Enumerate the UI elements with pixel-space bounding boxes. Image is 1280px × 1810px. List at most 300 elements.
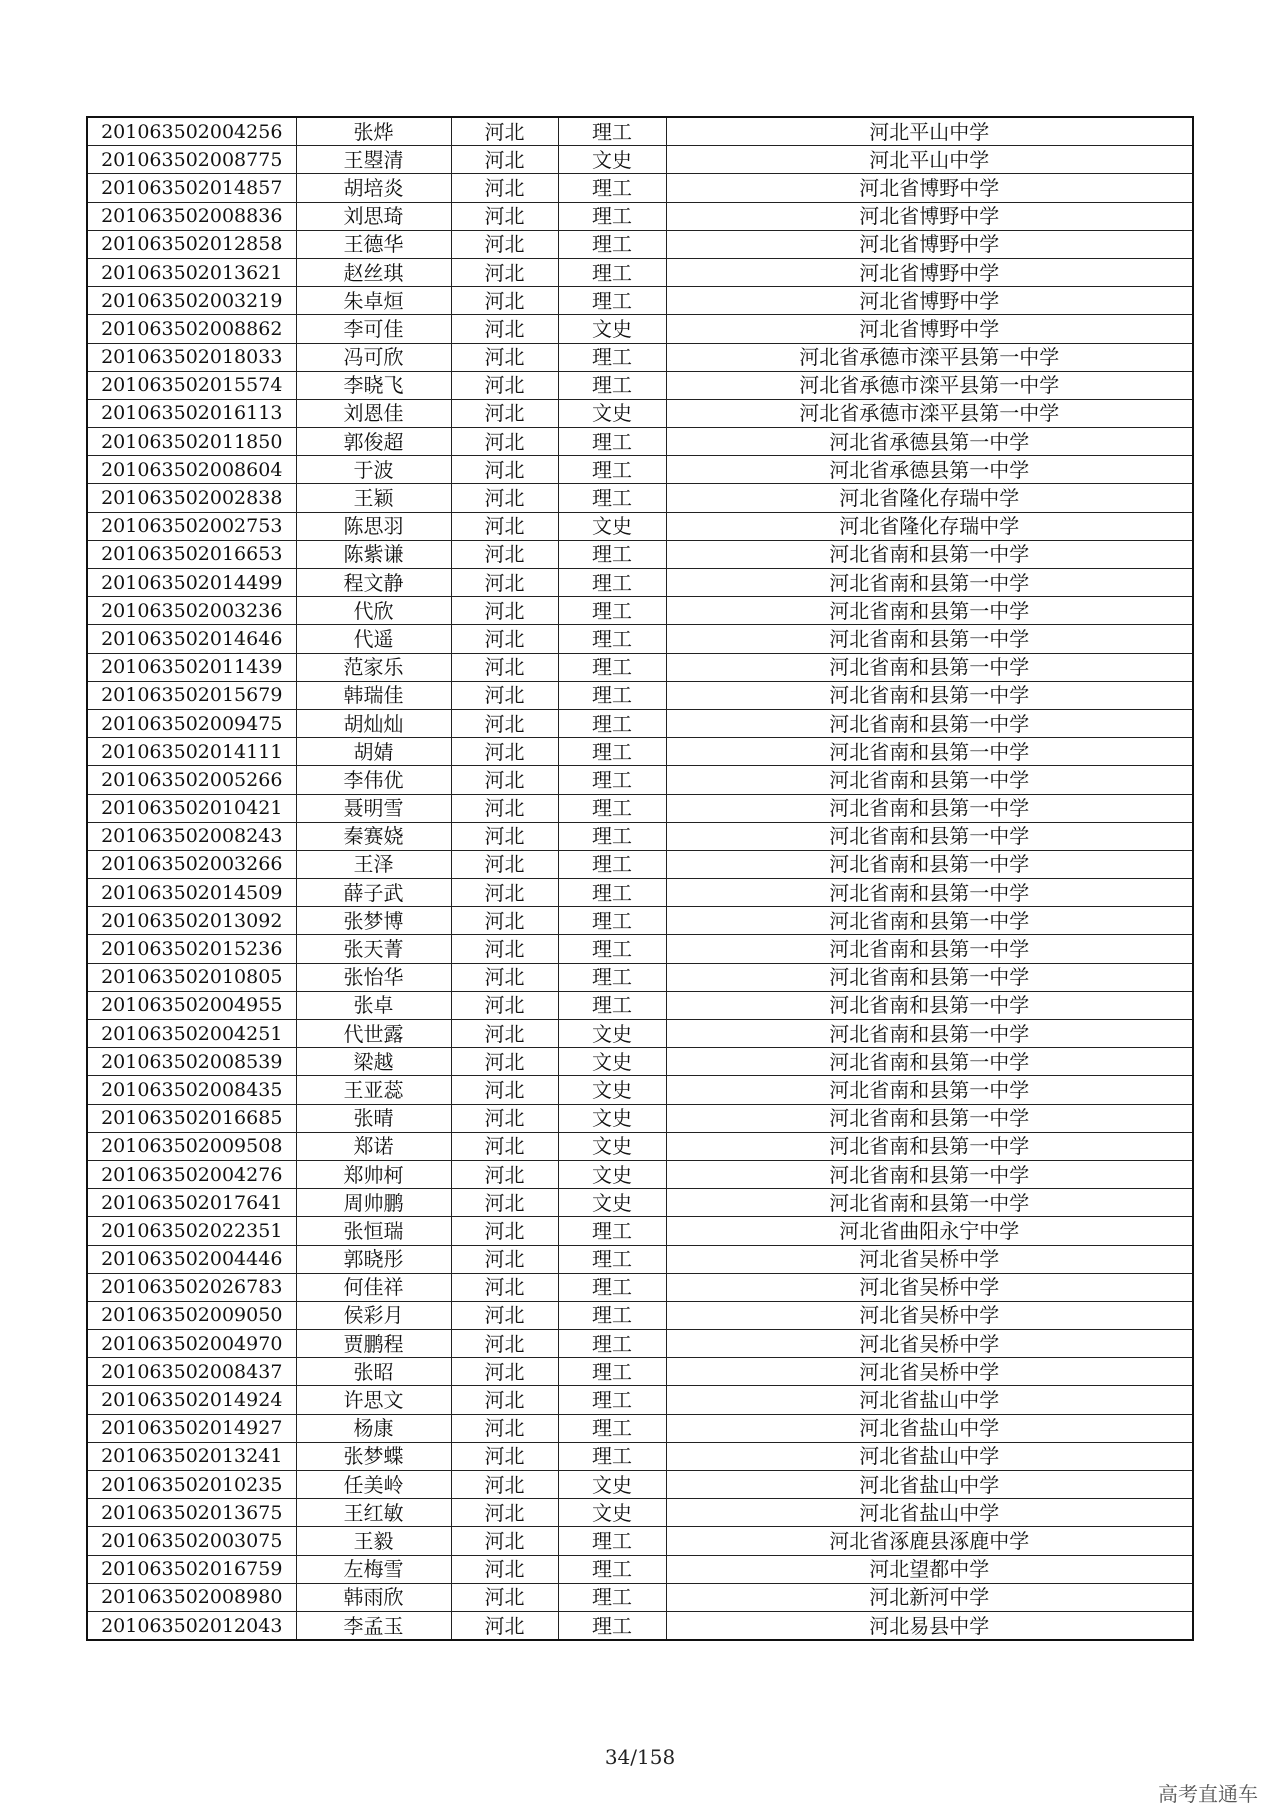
cell-exam-id: 201063502013675 [87, 1499, 296, 1527]
table-row [87, 907, 1193, 935]
table-row [87, 1358, 1193, 1386]
cell-exam-id: 201063502008243 [87, 822, 296, 850]
cell-name: 李晓飞 [296, 371, 451, 399]
cell-category: 文史 [558, 1499, 666, 1527]
cell-exam-id: 201063502026783 [87, 1273, 296, 1301]
cell-category: 理工 [558, 230, 666, 258]
cell-category: 理工 [558, 1583, 666, 1611]
watermark: 高考直通车 [1158, 1782, 1258, 1806]
cell-exam-id: 201063502008604 [87, 456, 296, 484]
cell-province: 河北 [451, 258, 558, 286]
cell-name: 王毅 [296, 1527, 451, 1555]
cell-exam-id: 201063502002838 [87, 484, 296, 512]
cell-province: 河北 [451, 709, 558, 737]
cell-province: 河北 [451, 794, 558, 822]
cell-province: 河北 [451, 1132, 558, 1160]
cell-province: 河北 [451, 1301, 558, 1329]
cell-province: 河北 [451, 146, 558, 174]
cell-name: 任美岭 [296, 1471, 451, 1499]
data-table [86, 116, 1194, 1641]
cell-category: 理工 [558, 258, 666, 286]
table-row [87, 512, 1193, 540]
cell-category: 理工 [558, 1386, 666, 1414]
cell-name: 胡培炎 [296, 174, 451, 202]
cell-province: 河北 [451, 315, 558, 343]
cell-category: 理工 [558, 569, 666, 597]
cell-province: 河北 [451, 597, 558, 625]
cell-category: 理工 [558, 1414, 666, 1442]
table-row [87, 174, 1193, 202]
cell-exam-id: 201063502015236 [87, 935, 296, 963]
cell-name: 范家乐 [296, 653, 451, 681]
cell-exam-id: 201063502008862 [87, 315, 296, 343]
cell-exam-id: 201063502008980 [87, 1583, 296, 1611]
table-row [87, 1104, 1193, 1132]
cell-name: 秦赛娆 [296, 822, 451, 850]
cell-province: 河北 [451, 230, 558, 258]
cell-exam-id: 201063502016113 [87, 399, 296, 427]
cell-school: 河北省南和县第一中学 [666, 569, 1193, 597]
cell-name: 张梦博 [296, 907, 451, 935]
cell-province: 河北 [451, 653, 558, 681]
table-row [87, 1611, 1193, 1640]
cell-exam-id: 201063502002753 [87, 512, 296, 540]
cell-province: 河北 [451, 1555, 558, 1583]
cell-category: 理工 [558, 1358, 666, 1386]
cell-name: 刘思琦 [296, 202, 451, 230]
cell-exam-id: 201063502018033 [87, 343, 296, 371]
cell-school: 河北省承德市滦平县第一中学 [666, 371, 1193, 399]
cell-name: 赵丝琪 [296, 258, 451, 286]
cell-province: 河北 [451, 1048, 558, 1076]
cell-school: 河北省涿鹿县涿鹿中学 [666, 1527, 1193, 1555]
cell-exam-id: 201063502003266 [87, 850, 296, 878]
cell-school: 河北省承德县第一中学 [666, 456, 1193, 484]
cell-category: 理工 [558, 907, 666, 935]
cell-category: 文史 [558, 1104, 666, 1132]
cell-exam-id: 201063502016653 [87, 540, 296, 568]
cell-province: 河北 [451, 1358, 558, 1386]
cell-school: 河北省南和县第一中学 [666, 709, 1193, 737]
cell-name: 陈紫谦 [296, 540, 451, 568]
cell-name: 郭俊超 [296, 428, 451, 456]
cell-province: 河北 [451, 625, 558, 653]
cell-exam-id: 201063502014924 [87, 1386, 296, 1414]
cell-category: 理工 [558, 371, 666, 399]
cell-name: 周帅鹏 [296, 1189, 451, 1217]
cell-category: 理工 [558, 1442, 666, 1470]
table-row [87, 879, 1193, 907]
cell-province: 河北 [451, 569, 558, 597]
cell-name: 王亚蕊 [296, 1076, 451, 1104]
cell-exam-id: 201063502022351 [87, 1217, 296, 1245]
cell-exam-id: 201063502008836 [87, 202, 296, 230]
cell-name: 冯可欣 [296, 343, 451, 371]
cell-province: 河北 [451, 202, 558, 230]
cell-province: 河北 [451, 991, 558, 1019]
cell-school: 河北省南和县第一中学 [666, 1104, 1193, 1132]
cell-exam-id: 201063502014927 [87, 1414, 296, 1442]
cell-category: 文史 [558, 512, 666, 540]
cell-name: 李可佳 [296, 315, 451, 343]
cell-school: 河北省吴桥中学 [666, 1330, 1193, 1358]
cell-province: 河北 [451, 456, 558, 484]
table-row [87, 428, 1193, 456]
cell-province: 河北 [451, 512, 558, 540]
cell-school: 河北省南和县第一中学 [666, 822, 1193, 850]
cell-category: 文史 [558, 1189, 666, 1217]
cell-school: 河北省盐山中学 [666, 1414, 1193, 1442]
cell-province: 河北 [451, 1527, 558, 1555]
cell-school: 河北省隆化存瑞中学 [666, 484, 1193, 512]
page-number: 34/158 [604, 1745, 676, 1769]
cell-school: 河北省曲阳永宁中学 [666, 1217, 1193, 1245]
cell-category: 理工 [558, 343, 666, 371]
cell-category: 理工 [558, 174, 666, 202]
cell-school: 河北省盐山中学 [666, 1499, 1193, 1527]
cell-school: 河北省南和县第一中学 [666, 991, 1193, 1019]
cell-exam-id: 201063502014857 [87, 174, 296, 202]
cell-exam-id: 201063502012043 [87, 1611, 296, 1640]
cell-exam-id: 201063502014111 [87, 738, 296, 766]
cell-category: 理工 [558, 822, 666, 850]
table-row [87, 1189, 1193, 1217]
cell-name: 陈思羽 [296, 512, 451, 540]
table-row [87, 315, 1193, 343]
cell-school: 河北省南和县第一中学 [666, 653, 1193, 681]
cell-province: 河北 [451, 1583, 558, 1611]
cell-school: 河北省吴桥中学 [666, 1301, 1193, 1329]
cell-name: 朱卓烜 [296, 287, 451, 315]
cell-province: 河北 [451, 343, 558, 371]
cell-province: 河北 [451, 1245, 558, 1273]
cell-province: 河北 [451, 907, 558, 935]
cell-exam-id: 201063502010805 [87, 963, 296, 991]
cell-category: 理工 [558, 766, 666, 794]
table-row [87, 794, 1193, 822]
cell-name: 于波 [296, 456, 451, 484]
cell-exam-id: 201063502008435 [87, 1076, 296, 1104]
table-row [87, 1132, 1193, 1160]
cell-category: 理工 [558, 456, 666, 484]
cell-province: 河北 [451, 484, 558, 512]
cell-school: 河北省南和县第一中学 [666, 625, 1193, 653]
cell-school: 河北省南和县第一中学 [666, 1160, 1193, 1188]
cell-school: 河北省博野中学 [666, 258, 1193, 286]
cell-exam-id: 201063502004955 [87, 991, 296, 1019]
cell-category: 理工 [558, 202, 666, 230]
cell-name: 薛子武 [296, 879, 451, 907]
cell-category: 文史 [558, 1020, 666, 1048]
cell-school: 河北省南和县第一中学 [666, 1189, 1193, 1217]
cell-name: 王德华 [296, 230, 451, 258]
cell-school: 河北省承德县第一中学 [666, 428, 1193, 456]
cell-province: 河北 [451, 1442, 558, 1470]
cell-school: 河北省隆化存瑞中学 [666, 512, 1193, 540]
table-row [87, 1555, 1193, 1583]
cell-school: 河北省博野中学 [666, 287, 1193, 315]
table-row [87, 1020, 1193, 1048]
table-row [87, 1471, 1193, 1499]
table-row [87, 202, 1193, 230]
cell-category: 理工 [558, 1217, 666, 1245]
cell-exam-id: 201063502017641 [87, 1189, 296, 1217]
cell-name: 韩雨欣 [296, 1583, 451, 1611]
cell-category: 理工 [558, 935, 666, 963]
cell-school: 河北省南和县第一中学 [666, 597, 1193, 625]
cell-exam-id: 201063502003219 [87, 287, 296, 315]
cell-province: 河北 [451, 963, 558, 991]
table-row [87, 1386, 1193, 1414]
cell-province: 河北 [451, 1499, 558, 1527]
cell-province: 河北 [451, 287, 558, 315]
cell-exam-id: 201063502008775 [87, 146, 296, 174]
cell-province: 河北 [451, 1217, 558, 1245]
table-row [87, 1414, 1193, 1442]
table-row [87, 146, 1193, 174]
cell-category: 文史 [558, 1132, 666, 1160]
table-row [87, 1330, 1193, 1358]
cell-category: 文史 [558, 1471, 666, 1499]
cell-exam-id: 201063502011439 [87, 653, 296, 681]
cell-name: 郭晓彤 [296, 1245, 451, 1273]
cell-name: 侯彩月 [296, 1301, 451, 1329]
cell-province: 河北 [451, 1471, 558, 1499]
cell-name: 王泽 [296, 850, 451, 878]
table-row [87, 1273, 1193, 1301]
cell-category: 理工 [558, 1330, 666, 1358]
table-row [87, 738, 1193, 766]
cell-name: 代世露 [296, 1020, 451, 1048]
table-row [87, 991, 1193, 1019]
cell-school: 河北平山中学 [666, 146, 1193, 174]
cell-category: 文史 [558, 146, 666, 174]
cell-name: 代遥 [296, 625, 451, 653]
cell-category: 文史 [558, 1048, 666, 1076]
table-row [87, 1160, 1193, 1188]
cell-exam-id: 201063502004251 [87, 1020, 296, 1048]
cell-province: 河北 [451, 399, 558, 427]
cell-name: 聂明雪 [296, 794, 451, 822]
cell-category: 理工 [558, 428, 666, 456]
table-row [87, 1442, 1193, 1470]
table-row [87, 540, 1193, 568]
table-row [87, 258, 1193, 286]
table-row [87, 681, 1193, 709]
cell-name: 何佳祥 [296, 1273, 451, 1301]
cell-category: 理工 [558, 738, 666, 766]
cell-exam-id: 201063502005266 [87, 766, 296, 794]
cell-name: 张卓 [296, 991, 451, 1019]
cell-province: 河北 [451, 117, 558, 146]
cell-exam-id: 201063502008437 [87, 1358, 296, 1386]
cell-school: 河北省南和县第一中学 [666, 681, 1193, 709]
table-row [87, 117, 1193, 146]
cell-province: 河北 [451, 822, 558, 850]
table-row [87, 709, 1193, 737]
cell-province: 河北 [451, 540, 558, 568]
cell-school: 河北平山中学 [666, 117, 1193, 146]
table-row [87, 1076, 1193, 1104]
cell-name: 贾鹏程 [296, 1330, 451, 1358]
cell-category: 理工 [558, 1301, 666, 1329]
cell-category: 理工 [558, 597, 666, 625]
cell-exam-id: 201063502011850 [87, 428, 296, 456]
cell-school: 河北易县中学 [666, 1611, 1193, 1640]
cell-exam-id: 201063502013241 [87, 1442, 296, 1470]
cell-name: 李孟玉 [296, 1611, 451, 1640]
table-row [87, 399, 1193, 427]
cell-province: 河北 [451, 738, 558, 766]
cell-category: 理工 [558, 625, 666, 653]
cell-name: 李伟优 [296, 766, 451, 794]
cell-name: 梁越 [296, 1048, 451, 1076]
cell-school: 河北省承德市滦平县第一中学 [666, 343, 1193, 371]
cell-name: 王颖 [296, 484, 451, 512]
cell-province: 河北 [451, 1273, 558, 1301]
cell-name: 杨康 [296, 1414, 451, 1442]
cell-province: 河北 [451, 428, 558, 456]
cell-school: 河北省南和县第一中学 [666, 907, 1193, 935]
cell-province: 河北 [451, 1020, 558, 1048]
cell-school: 河北省南和县第一中学 [666, 935, 1193, 963]
cell-school: 河北省盐山中学 [666, 1442, 1193, 1470]
cell-exam-id: 201063502004276 [87, 1160, 296, 1188]
table-row [87, 456, 1193, 484]
cell-school: 河北省南和县第一中学 [666, 879, 1193, 907]
cell-category: 理工 [558, 117, 666, 146]
cell-exam-id: 201063502013092 [87, 907, 296, 935]
cell-school: 河北省博野中学 [666, 315, 1193, 343]
cell-exam-id: 201063502013621 [87, 258, 296, 286]
cell-school: 河北省南和县第一中学 [666, 1020, 1193, 1048]
table-row [87, 230, 1193, 258]
cell-name: 张昭 [296, 1358, 451, 1386]
cell-school: 河北省南和县第一中学 [666, 963, 1193, 991]
cell-school: 河北省盐山中学 [666, 1471, 1193, 1499]
cell-province: 河北 [451, 371, 558, 399]
cell-name: 许思文 [296, 1386, 451, 1414]
table-row [87, 850, 1193, 878]
cell-category: 文史 [558, 1076, 666, 1104]
table-row [87, 935, 1193, 963]
cell-province: 河北 [451, 1330, 558, 1358]
cell-exam-id: 201063502016759 [87, 1555, 296, 1583]
table-body [87, 117, 1193, 1640]
table-row [87, 1301, 1193, 1329]
cell-exam-id: 201063502010421 [87, 794, 296, 822]
cell-exam-id: 201063502014646 [87, 625, 296, 653]
cell-province: 河北 [451, 1414, 558, 1442]
cell-exam-id: 201063502003236 [87, 597, 296, 625]
cell-province: 河北 [451, 681, 558, 709]
cell-exam-id: 201063502009050 [87, 1301, 296, 1329]
cell-category: 理工 [558, 681, 666, 709]
cell-category: 理工 [558, 653, 666, 681]
cell-category: 文史 [558, 399, 666, 427]
cell-school: 河北新河中学 [666, 1583, 1193, 1611]
cell-school: 河北省承德市滦平县第一中学 [666, 399, 1193, 427]
cell-category: 理工 [558, 991, 666, 1019]
cell-name: 张怡华 [296, 963, 451, 991]
cell-category: 理工 [558, 850, 666, 878]
cell-category: 理工 [558, 1527, 666, 1555]
cell-exam-id: 201063502009508 [87, 1132, 296, 1160]
cell-category: 理工 [558, 484, 666, 512]
cell-exam-id: 201063502004970 [87, 1330, 296, 1358]
cell-category: 理工 [558, 879, 666, 907]
cell-name: 胡婧 [296, 738, 451, 766]
cell-school: 河北省盐山中学 [666, 1386, 1193, 1414]
cell-category: 理工 [558, 1555, 666, 1583]
cell-name: 韩瑞佳 [296, 681, 451, 709]
table-row [87, 766, 1193, 794]
table-row [87, 287, 1193, 315]
cell-exam-id: 201063502015679 [87, 681, 296, 709]
table-row [87, 569, 1193, 597]
cell-name: 左梅雪 [296, 1555, 451, 1583]
cell-exam-id: 201063502008539 [87, 1048, 296, 1076]
cell-category: 理工 [558, 540, 666, 568]
cell-name: 胡灿灿 [296, 709, 451, 737]
cell-school: 河北省博野中学 [666, 230, 1193, 258]
cell-school: 河北望都中学 [666, 1555, 1193, 1583]
cell-school: 河北省南和县第一中学 [666, 766, 1193, 794]
cell-name: 张恒瑞 [296, 1217, 451, 1245]
table-row [87, 1245, 1193, 1273]
cell-school: 河北省南和县第一中学 [666, 850, 1193, 878]
cell-name: 张烨 [296, 117, 451, 146]
cell-school: 河北省吴桥中学 [666, 1245, 1193, 1273]
cell-province: 河北 [451, 1160, 558, 1188]
cell-school: 河北省南和县第一中学 [666, 540, 1193, 568]
table-row [87, 822, 1193, 850]
cell-name: 张天菁 [296, 935, 451, 963]
cell-name: 刘恩佳 [296, 399, 451, 427]
cell-province: 河北 [451, 1076, 558, 1104]
cell-province: 河北 [451, 1611, 558, 1640]
cell-school: 河北省南和县第一中学 [666, 1048, 1193, 1076]
table-row [87, 1048, 1193, 1076]
cell-school: 河北省南和县第一中学 [666, 794, 1193, 822]
table-row [87, 1527, 1193, 1555]
cell-exam-id: 201063502004256 [87, 117, 296, 146]
cell-name: 代欣 [296, 597, 451, 625]
cell-category: 理工 [558, 1245, 666, 1273]
table-row [87, 484, 1193, 512]
cell-exam-id: 201063502010235 [87, 1471, 296, 1499]
cell-province: 河北 [451, 766, 558, 794]
cell-exam-id: 201063502016685 [87, 1104, 296, 1132]
table-row [87, 963, 1193, 991]
cell-category: 理工 [558, 1611, 666, 1640]
table-row [87, 1499, 1193, 1527]
table-row [87, 1217, 1193, 1245]
cell-name: 张晴 [296, 1104, 451, 1132]
cell-province: 河北 [451, 1104, 558, 1132]
cell-name: 张梦蝶 [296, 1442, 451, 1470]
cell-school: 河北省南和县第一中学 [666, 1132, 1193, 1160]
cell-category: 文史 [558, 1160, 666, 1188]
cell-school: 河北省南和县第一中学 [666, 738, 1193, 766]
table-row [87, 371, 1193, 399]
cell-province: 河北 [451, 174, 558, 202]
cell-category: 文史 [558, 315, 666, 343]
cell-school: 河北省南和县第一中学 [666, 1076, 1193, 1104]
cell-school: 河北省博野中学 [666, 202, 1193, 230]
cell-province: 河北 [451, 935, 558, 963]
cell-school: 河北省吴桥中学 [666, 1358, 1193, 1386]
